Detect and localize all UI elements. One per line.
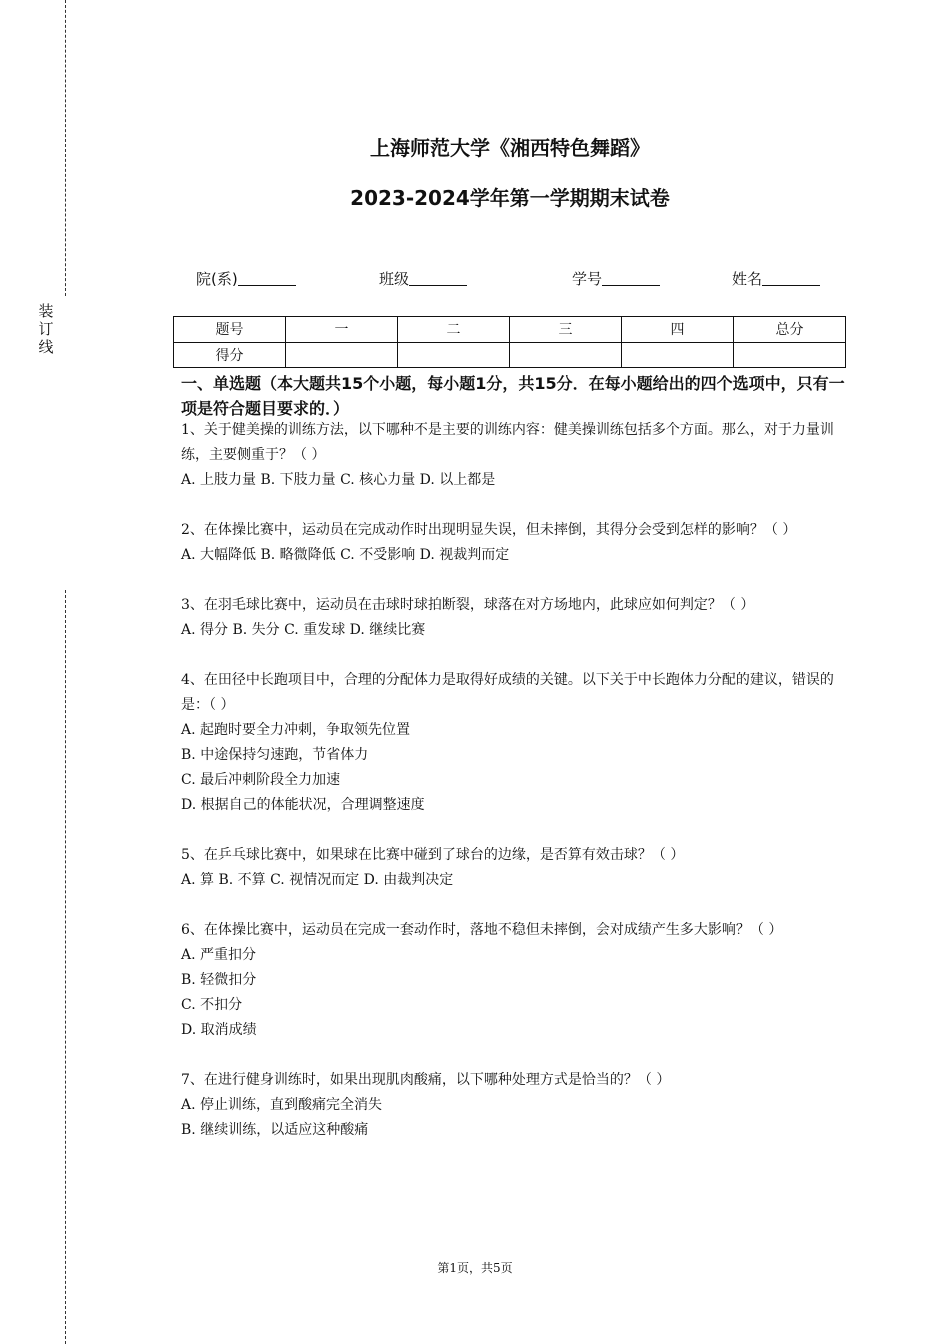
answer-option: A. 算 B. 不算 C. 视情况而定 D. 由裁判决定	[181, 872, 454, 888]
student-id-blank[interactable]	[602, 269, 660, 286]
answer-option: A. 严重扣分	[181, 947, 257, 963]
answer-option: A. 得分 B. 失分 C. 重发球 D. 继续比赛	[181, 622, 426, 638]
page-footer: 第1页，共5页	[437, 1261, 513, 1275]
score-cell[interactable]	[398, 342, 510, 368]
exam-subtitle: 2023-2024学年第一学期期末试卷	[350, 186, 670, 210]
class-blank[interactable]	[409, 269, 467, 286]
class-field[interactable]	[379, 268, 467, 289]
question-text: 2、在体操比赛中，运动员在完成动作时出现明显失误，但未摔倒，其得分会受到怎样的影响？（ ）	[181, 522, 797, 538]
binding-char: 线	[38, 338, 54, 356]
score-table-header-row	[174, 317, 846, 343]
score-cell[interactable]	[510, 342, 622, 368]
question-item	[181, 418, 853, 493]
student-info-row	[196, 268, 836, 294]
answer-option: A. 起跑时要全力冲刺，争取领先位置	[181, 722, 411, 738]
answer-option: D. 根据自己的体能状况，合理调整速度	[181, 797, 425, 813]
score-table	[173, 316, 846, 368]
answer-option: D. 取消成绩	[181, 1022, 257, 1038]
binding-dashed-line-bottom	[65, 590, 66, 1344]
student-id-label: 学号	[572, 270, 603, 288]
question-item	[181, 668, 853, 818]
question-text: 5、在乒乓球比赛中，如果球在比赛中碰到了球台的边缘，是否算有效击球？（ ）	[181, 847, 685, 863]
score-cell[interactable]	[622, 342, 734, 368]
binding-label	[36, 302, 56, 356]
score-table-header: 四	[622, 317, 734, 343]
student-id-field[interactable]	[572, 268, 660, 289]
question-item	[181, 843, 853, 893]
question-text: 7、在进行健身训练时，如果出现肌肉酸痛，以下哪种处理方式是恰当的？（ ）	[181, 1072, 671, 1088]
department-label: 院(系)	[196, 270, 238, 288]
question-list	[181, 418, 853, 1168]
answer-option: B. 中途保持匀速跑，节省体力	[181, 747, 369, 763]
name-label: 姓名	[732, 270, 763, 288]
answer-option: A. 停止训练，直到酸痛完全消失	[181, 1097, 383, 1113]
question-item	[181, 1068, 853, 1143]
score-cell[interactable]	[734, 342, 846, 368]
binding-char: 订	[38, 320, 54, 338]
question-text: 3、在羽毛球比赛中，运动员在击球时球拍断裂，球落在对方场地内，此球应如何判定？（ ）	[181, 597, 755, 613]
score-table-score-row	[174, 342, 846, 368]
binding-dashed-line-top	[65, 0, 66, 296]
answer-option: B. 继续训练，以适应这种酸痛	[181, 1122, 369, 1138]
score-table-header: 二	[398, 317, 510, 343]
binding-char: 装	[38, 302, 54, 320]
score-cell[interactable]	[286, 342, 398, 368]
answer-option: C. 最后冲刺阶段全力加速	[181, 772, 341, 788]
name-field[interactable]	[732, 268, 820, 289]
class-label: 班级	[379, 270, 410, 288]
score-table-header: 一	[286, 317, 398, 343]
department-field[interactable]	[196, 268, 296, 289]
score-table-header: 题号	[174, 317, 286, 343]
question-text: 1、关于健美操的训练方法，以下哪种不是主要的训练内容：健美操训练包括多个方面。那么，对于力量训练，主要侧重于？（ ）	[181, 422, 834, 463]
section-heading: 一、单选题（本大题共15个小题，每小题1分，共15分．在每小题给出的四个选项中，只有一项是符合题目要求的．）	[181, 374, 845, 418]
question-item	[181, 918, 853, 1043]
exam-title: 上海师范大学《湘西特色舞蹈》	[370, 136, 650, 160]
score-table-header: 总分	[734, 317, 846, 343]
department-blank[interactable]	[238, 269, 296, 286]
score-table-header: 三	[510, 317, 622, 343]
answer-option: A. 大幅降低 B. 略微降低 C. 不受影响 D. 视裁判而定	[181, 547, 510, 563]
answer-option: B. 轻微扣分	[181, 972, 257, 988]
question-text: 4、在田径中长跑项目中，合理的分配体力是取得好成绩的关键。以下关于中长跑体力分配的建议，错误的是：（ ）	[181, 672, 834, 713]
question-item	[181, 518, 853, 568]
answer-option: C. 不扣分	[181, 997, 243, 1013]
question-text: 6、在体操比赛中，运动员在完成一套动作时，落地不稳但未摔倒，会对成绩产生多大影响？（ ）	[181, 922, 783, 938]
question-item	[181, 593, 853, 643]
answer-option: A. 上肢力量 B. 下肢力量 C. 核心力量 D. 以上都是	[181, 472, 496, 488]
score-row-label: 得分	[174, 342, 286, 368]
name-blank[interactable]	[762, 269, 820, 286]
